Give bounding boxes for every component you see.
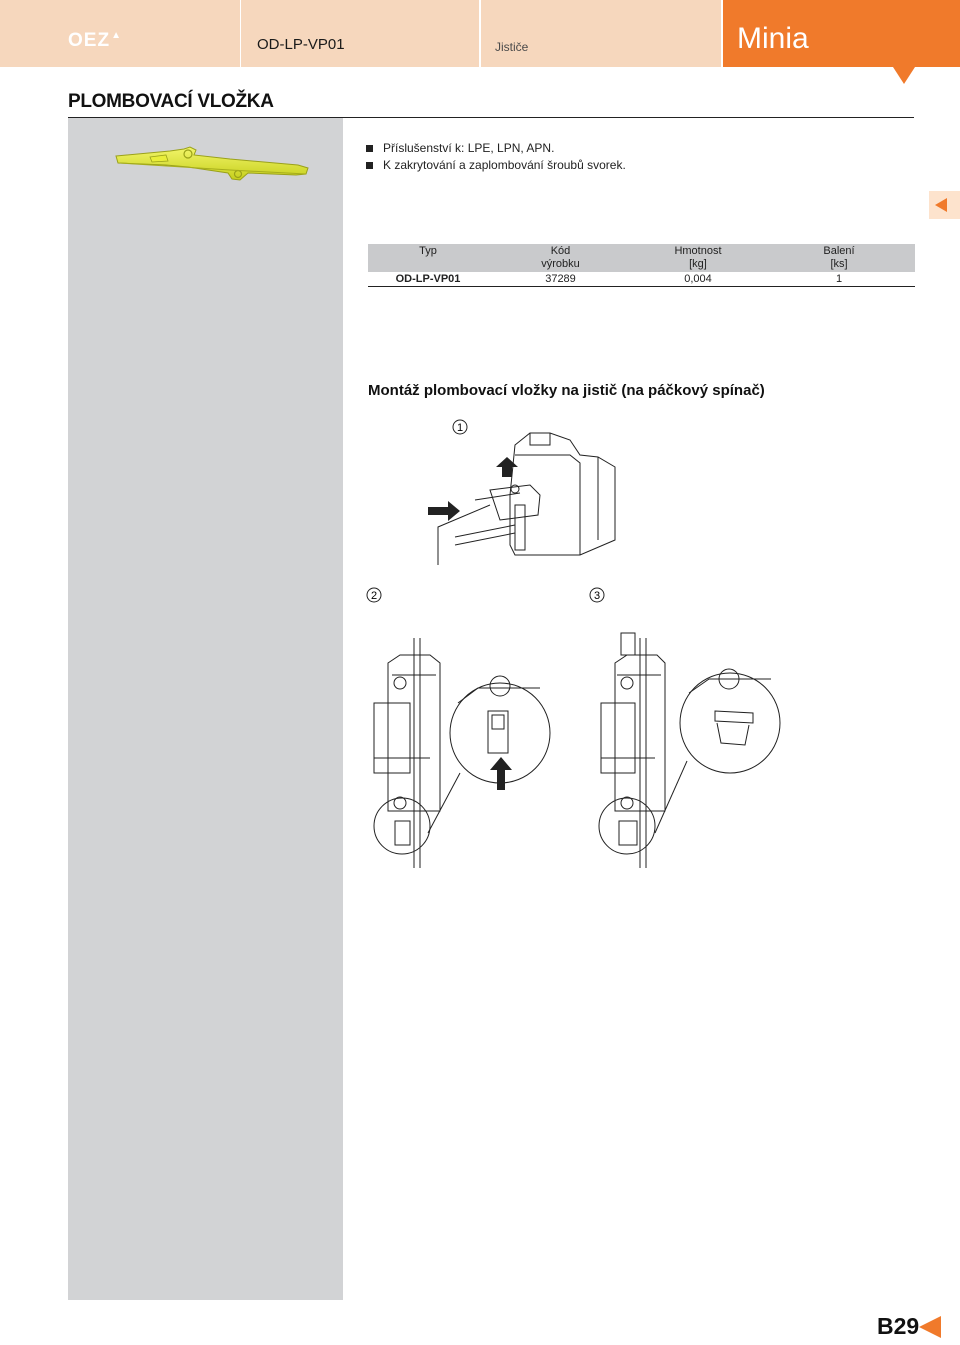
step-2-number: 2 xyxy=(370,590,378,602)
bullet-text: Příslušenství k: LPE, LPN, APN. xyxy=(383,141,555,155)
header-hmotnost: Hmotnost xyxy=(674,245,722,257)
arrow-up-icon xyxy=(490,757,512,790)
step-3-diagram xyxy=(585,583,785,873)
col-hmotnost xyxy=(633,244,763,272)
header-typ: Typ xyxy=(419,245,437,257)
feature-list xyxy=(366,140,626,174)
header-notch-icon xyxy=(893,67,915,84)
product-code-cell xyxy=(241,0,479,67)
header-brand: Minia xyxy=(737,22,809,55)
step-1-diagram xyxy=(420,415,630,575)
arrow-right-icon xyxy=(428,501,460,521)
brand-cell xyxy=(723,0,960,67)
logo-triangle-icon: ▲ xyxy=(111,30,122,41)
page-header xyxy=(0,0,960,67)
header-product-code: OD-LP-VP01 xyxy=(257,36,345,53)
list-item xyxy=(366,140,626,157)
table-header-row xyxy=(368,244,915,272)
arrow-left-icon xyxy=(935,198,947,212)
sealing-insert-image xyxy=(110,143,310,187)
header-kod: Kód xyxy=(550,245,571,257)
oez-logo xyxy=(68,30,122,52)
col-kod xyxy=(488,244,633,272)
page-arrow-icon xyxy=(919,1316,941,1338)
bullet-square-icon xyxy=(366,145,373,152)
step-2-diagram xyxy=(360,583,560,873)
logo-text: OEZ xyxy=(68,30,111,51)
cell-baleni: 1 xyxy=(763,272,915,287)
bullet-text: K zakrytování a zaplombování šroubů svorek. xyxy=(383,158,626,172)
cell-hmotnost: 0,004 xyxy=(633,272,763,287)
side-marker xyxy=(929,191,960,219)
mounting-title: Montáž plombovací vložky na jistič (na páčkový spínač) xyxy=(368,382,765,399)
left-column xyxy=(68,118,343,1300)
step-3-number: 3 xyxy=(593,590,601,602)
header-category: Jističe xyxy=(495,40,529,54)
bullet-square-icon xyxy=(366,162,373,169)
header-hmotnost-unit: [kg] xyxy=(689,258,707,270)
logo-cell xyxy=(0,0,240,67)
page-title: PLOMBOVACÍ VLOŽKA xyxy=(68,91,274,112)
col-typ xyxy=(368,244,488,272)
col-baleni xyxy=(763,244,915,272)
cell-typ: OD-LP-VP01 xyxy=(368,272,488,287)
page-number: B29 xyxy=(877,1313,920,1339)
header-baleni: Balení xyxy=(823,245,855,257)
spec-table xyxy=(368,244,915,287)
header-kod-sub: výrobku xyxy=(541,258,580,270)
category-cell xyxy=(481,0,721,67)
arrow-up-icon xyxy=(496,457,518,477)
list-item xyxy=(366,157,626,174)
cell-kod: 37289 xyxy=(488,272,633,287)
step-1-number: 1 xyxy=(456,422,464,434)
table-row xyxy=(368,272,915,287)
header-baleni-unit: [ks] xyxy=(830,258,848,270)
